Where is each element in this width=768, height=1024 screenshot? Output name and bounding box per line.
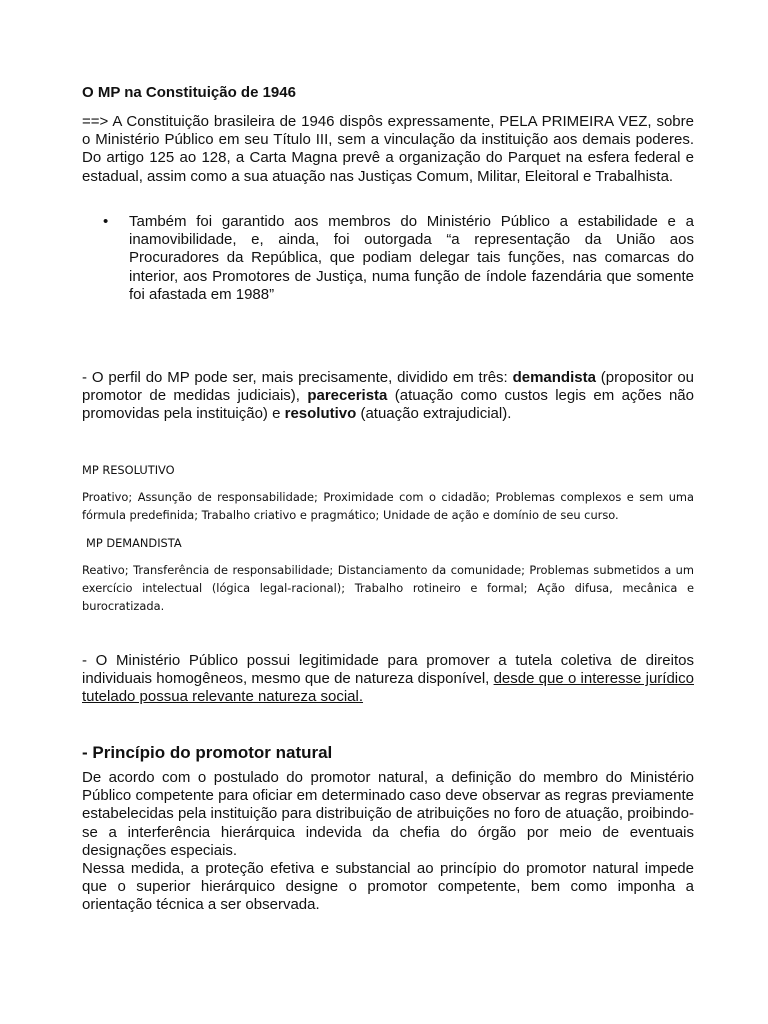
tutela-text: - O Ministério Público possui legitimidade para promover a tutela coletiva de direitos individuais homogêneos, mesmo que de natureza disponível,	[82, 652, 694, 688]
paragraph-1946: ==> A Constituição brasileira de 1946 dispôs expressamente, PELA PRIMEIRA VEZ, sobre o Ministério Público em seu Título III, sem a vinculação da instituição aos demais poderes. Do artigo 125 ao 128, a Carta Magna prevê a organização do Parquet na esfera federal e estadual, assim como a sua atuação nas Justiças Comum, Militar, Eleitoral e Trabalhista.	[82, 113, 694, 185]
paragraph-promotor-natural-1: De acordo com o postulado do promotor natural, a definição do membro do Ministério Público competente para oficiar em determinado caso deve observar as regras previamente estabelecidas pela instituição para distribuição de atribuições no foro de atuação, proibindo-se a interferência hierárquica indevida da chefia do órgão por meio de eventuais designações especiais.	[82, 769, 694, 859]
label-mp-demandista: MP DEMANDISTA	[86, 536, 182, 550]
section-title-promotor-natural: - Princípio do promotor natural	[82, 743, 333, 762]
perfil-after-2: (atuação como custos legis em ações não promovidas pela instituição) e	[82, 387, 694, 423]
label-mp-resolutivo: MP RESOLUTIVO	[82, 463, 175, 477]
term-demandista: demandista	[512, 369, 596, 386]
term-resolutivo: resolutivo	[284, 405, 357, 423]
bullet-text: Também foi garantido aos membros do Ministério Público a estabilidade e a inamovibilidade, e, ainda, foi outorgada “a representação da União aos Procuradores da República, que podiam delegar tais funções, nas comarcas do interior, aos Promotores de Justiça, numa função de índole fazendária que somente foi afastada em 1988”	[129, 213, 694, 303]
paragraph-tutela	[82, 652, 694, 707]
tutela-underlined: desde que o interesse jurídico tutelado possua relevante natureza social.	[82, 670, 694, 706]
perfil-intro: - O perfil do MP pode ser, mais precisamente, dividido em três:	[82, 369, 513, 386]
text-mp-demandista: Reativo; Transferência de responsabilidade; Distanciamento da comunidade; Problemas submetidos a um exercício intelectual (lógica legal-racional); Trabalho rotineiro e formal; Ação difusa, mecânica e burocratizada.	[82, 563, 694, 613]
bullet-marker: •	[103, 213, 109, 230]
text-mp-resolutivo: Proativo; Assunção de responsabilidade; Proximidade com o cidadão; Problemas complexos e sem uma fórmula predefinida; Trabalho criativo e pragmático; Unidade de ação e domínio de seu curso.	[82, 490, 694, 522]
paragraph-promotor-natural-2: Nessa medida, a proteção efetiva e substancial ao princípio do promotor natural impede que o superior hierárquico designe o promotor competente, bem como imponha a orientação técnica a ser observada.	[82, 860, 694, 914]
section-title-1946: O MP na Constituição de 1946	[82, 84, 296, 101]
term-parecerista: parecerista	[307, 387, 388, 405]
perfil-after-1: (propositor ou promotor de medidas judiciais),	[82, 369, 694, 405]
paragraph-perfil	[82, 369, 694, 424]
perfil-after-3: (atuação extrajudicial).	[356, 405, 512, 423]
